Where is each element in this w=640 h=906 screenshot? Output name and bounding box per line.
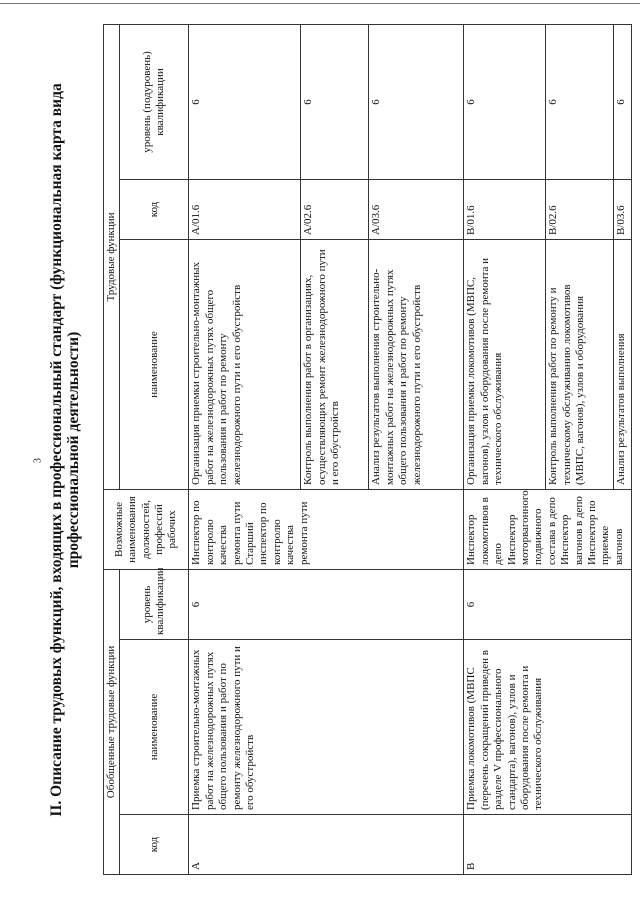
header-function-level: уровень (подуровень) квалификации (120, 24, 189, 179)
top-rule (0, 3, 640, 4)
function-code: A/03.6 (369, 179, 464, 239)
function-name: Контроль выполнения работ в организациях, осуществляющих ремонт железнодорожного пути и его обустройств (301, 239, 369, 489)
group-positions: Инспектор по контролю качества ремонта пути Старший инспектор по контролю качества ремонта пути (189, 489, 464, 569)
function-name: Организация приемки строительно-монтажных работ на железнодорожных путях общего пользования и работ по ремонту железнодорожного пути и его обустройств (189, 239, 301, 489)
header-labor-functions: Трудовые функции (104, 24, 120, 489)
function-level: 6 (546, 24, 614, 179)
heading-line-2: профессиональной деятельности) (65, 331, 82, 569)
table-row (464, 24, 546, 874)
header-function-code: код (120, 179, 189, 239)
header-name: наименование (120, 640, 189, 815)
header-positions: Возможные наименования должностей, профессий рабочих (104, 489, 189, 569)
rotated-page-content (45, 25, 628, 875)
group-level: 6 (464, 569, 632, 639)
heading-line-1: II. Описание трудовых функций, входящих в профессиональный стандарт (функциональная карта вида (48, 83, 65, 817)
header-code: код (120, 815, 189, 875)
function-name: Анализ результатов выполнения (614, 239, 632, 489)
header-row-groups (104, 24, 120, 874)
function-code: B/01.6 (464, 179, 546, 239)
table-row (189, 24, 301, 874)
function-code: B/02.6 (546, 179, 614, 239)
function-name: Анализ результатов выполнения строительно-монтажных работ на железнодорожных путях общего пользования и работ по ремонту железнодорожного пути и его обустройств (369, 239, 464, 489)
header-level: уровень квалификации (120, 569, 189, 639)
function-level: 6 (614, 24, 632, 179)
functional-map-table (103, 24, 632, 875)
function-code: A/01.6 (189, 179, 301, 239)
function-level: 6 (301, 24, 369, 179)
group-name: Приемка локомотивов (МВПС (перечень сокращений приведен в разделе V профессионального стандарта), вагонов), узлов и оборудования после ремонта и технического обслуживания (464, 640, 632, 815)
page-number: 3 (32, 458, 44, 463)
function-code: A/02.6 (301, 179, 369, 239)
function-level: 6 (369, 24, 464, 179)
group-name: Приемка строительно-монтажных работ на железнодорожных путях общего пользования и работ по ремонту железнодорожного пути и его обустройств (189, 640, 464, 815)
group-level: 6 (189, 569, 464, 639)
group-code: A (189, 815, 464, 875)
function-level: 6 (464, 24, 546, 179)
header-function-name: наименование (120, 239, 189, 489)
function-code: B/03.6 (614, 179, 632, 239)
header-row-columns (120, 24, 189, 874)
header-generalized-functions: Обобщенные трудовые функции (104, 569, 120, 874)
function-name: Контроль выполнения работ по ремонту и техническому обслуживанию локомотивов (МВПС, вагонов), узлов и оборудования (546, 239, 614, 489)
section-heading (45, 25, 100, 875)
group-positions: Инспектор локомотивов в депо Инспектор моторвагонного подвижного состава в депо Инспектор вагонов в депо Инспектор по приемке вагонов (464, 489, 632, 569)
function-name: Организация приемки локомотивов (МВПС, вагонов), узлов и оборудования после ремонта и технического обслуживания (464, 239, 546, 489)
function-level: 6 (189, 24, 301, 179)
group-code: B (464, 815, 632, 875)
